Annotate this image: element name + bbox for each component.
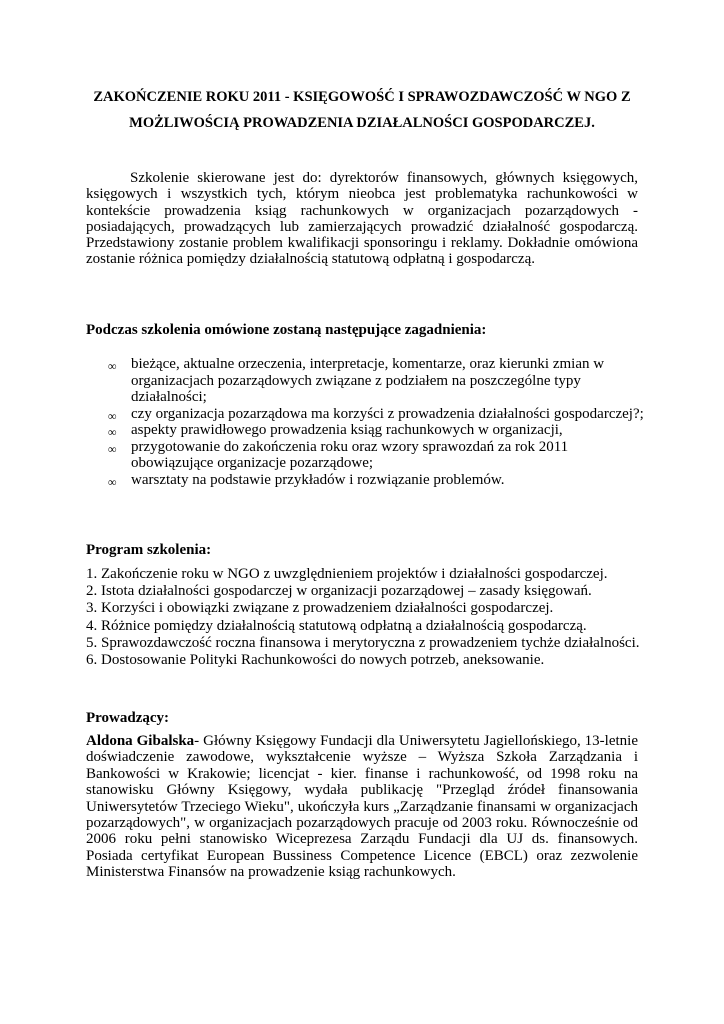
infinity-bullet-icon: ∞ — [108, 359, 117, 373]
infinity-bullet-icon: ∞ — [108, 408, 117, 423]
list-item — [86, 422, 646, 439]
list-item — [86, 439, 646, 472]
infinity-bullet-icon: ∞ — [108, 441, 117, 456]
list-item: 2. Istota działalności gospodarczej w organizacji pozarządowej – zasady księgowań. — [86, 583, 592, 600]
list-item: 5. Sprawozdawczość roczna finansowa i merytoryczna z prowadzeniem tychże działalności. — [86, 634, 640, 651]
program-list — [86, 566, 646, 669]
list-item: 3. Korzyści i obowiązki związane z prowadzeniem działalności gospodarczej. — [86, 600, 554, 617]
infinity-bullet-icon: ∞ — [108, 474, 117, 489]
topic-text: warsztaty na podstawie przykładów i rozwiązanie problemów. — [131, 471, 505, 488]
infinity-bullet-icon: ∞ — [108, 425, 117, 439]
list-item — [86, 406, 646, 423]
topic-text: czy organizacja pozarządowa ma korzyści z prowadzenia działalności gospodarczej?; — [131, 405, 644, 422]
document-title — [60, 84, 664, 136]
program-heading: Program szkolenia: — [86, 542, 212, 558]
list-item: 1. Zakończenie roku w NGO z uwzględnieniem projektów i działalności gospodarczej. — [86, 566, 608, 582]
list-item: 6. Dostosowanie Polityki Rachunkowości do nowych potrzeb, aneksowanie. — [86, 652, 545, 669]
lecturer-heading: Prowadzący: — [86, 710, 170, 726]
topics-heading: Podczas szkolenia omówione zostaną następujące zagadnienia: — [86, 322, 487, 338]
lecturer-bio — [86, 733, 638, 881]
lecturer-bio-text: - Główny Księgowy Fundacji dla Uniwersytetu Jagiellońskiego, 13-letnie doświadczenie zawodowe, wykształcenie wyższe – Wyższa Szkoła Zarządzania i Bankowości w Krakowie; licencjat - kier. finanse i rachunkowość, od 1998 roku na stanowisku Główny Księgowy, wydała publikację "Przegląd źródeł finansowania Uniwersytetów Trzeciego Wieku", ukończyła kurs „Zarządzanie finansami w organizacjach pozarządowych", w organizacjach pozarządowych pracuje od 2003 roku. Równocześnie od 2006 roku pełni stanowisko Wiceprezesa Zarządu Fundacji dla UJ ds. finansowych. Posiada certyfikat European Bussiness Competence Licence (EBCL) oraz zezwolenie Ministerstwa Finansów na prowadzenie ksiąg rachunkowych. — [86, 733, 638, 881]
intro-paragraph: Szkolenie skierowane jest do: dyrektorów finansowych, głównych księgowych, księgowych i wszystkich tych, którym nieobca jest problematyka rachunkowości w kontekście prowadzenia ksiąg rachunkowych w organizacjach pozarządowych - posiadających, prowadzących lub zamierzających prowadzić działalność gospodarczą. Przedstawiony zostanie problem kwalifikacji sponsoringu i reklamy. Dokładnie omówiona zostanie różnica pomiędzy działalnością statutową odpłatną i gospodarczą. — [86, 170, 638, 268]
title-line-1: ZAKOŃCZENIE ROKU 2011 - KSIĘGOWOŚĆ I SPRAWOZDAWCZOŚĆ W NGO Z — [93, 89, 631, 105]
topics-list — [86, 356, 646, 488]
list-item — [86, 356, 646, 406]
topic-text: bieżące, aktualne orzeczenia, interpretacje, komentarze, oraz kierunki zmian w organizacjach pozarządowych związane z podziałem na poszczególne typy działalności; — [131, 356, 605, 405]
list-item: 4. Różnice pomiędzy działalnością statutową odpłatną a działalnością gospodarczą. — [86, 617, 587, 634]
topic-text: aspekty prawidłowego prowadzenia ksiąg rachunkowych w organizacji, — [131, 422, 563, 438]
lecturer-name: Aldona Gibalska — [86, 733, 195, 749]
list-item — [86, 472, 646, 489]
topic-text: przygotowanie do zakończenia roku oraz wzory sprawozdań za rok 2011 obowiązujące organizacje pozarządowe; — [131, 438, 569, 471]
title-line-2: MOŻLIWOŚCIĄ PROWADZENIA DZIAŁALNOŚCI GOSPODARCZEJ. — [129, 115, 595, 131]
